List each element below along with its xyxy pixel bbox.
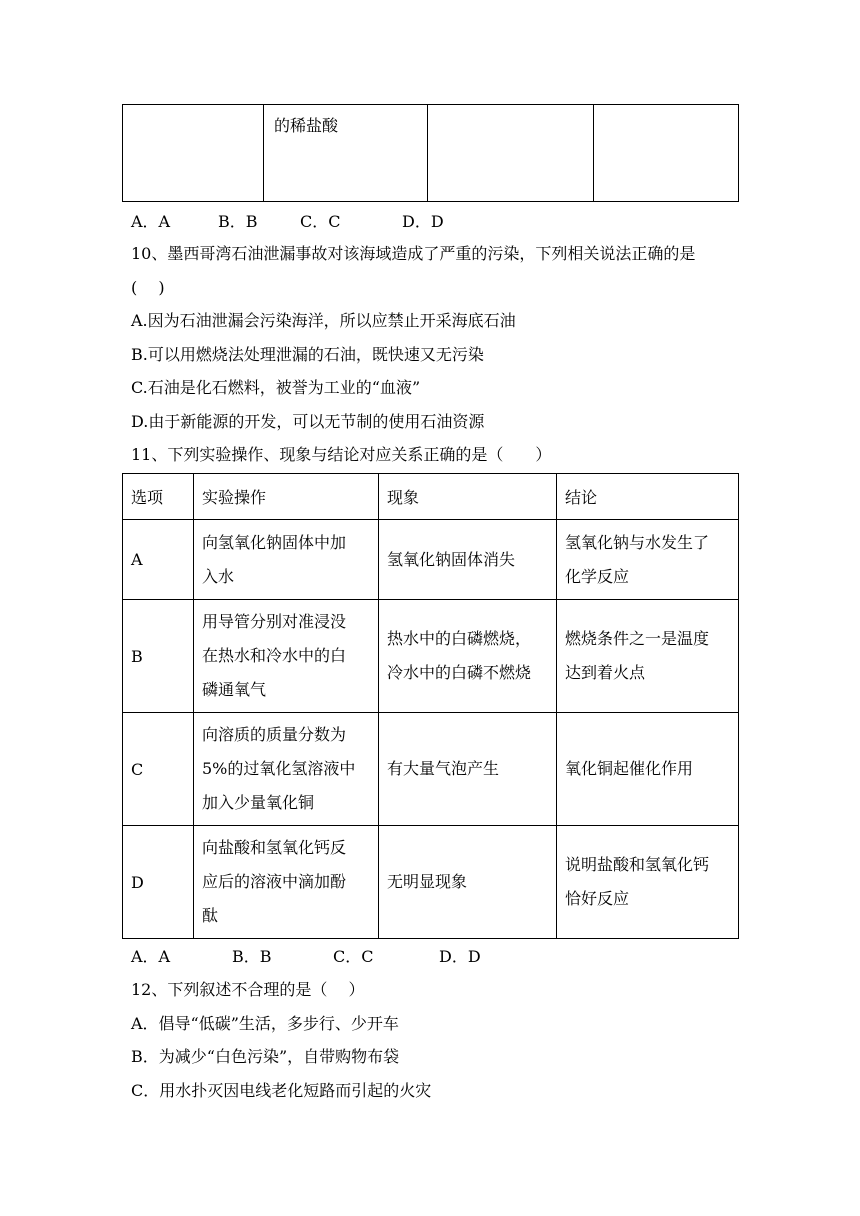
row-b-operation xyxy=(194,600,379,713)
cell-line: 用导管分别对准浸没 xyxy=(202,612,347,631)
table-row xyxy=(123,105,739,202)
cell-line: 达到着火点 xyxy=(565,663,646,682)
row-c-phenomenon xyxy=(379,713,557,826)
cell-line: 入水 xyxy=(202,566,235,586)
cell-line: 向盐酸和氢氧化钙反 xyxy=(202,838,347,857)
cell-line: 氢氧化钠与水发生了 xyxy=(565,532,710,552)
q9-option-a: A．A xyxy=(131,212,171,231)
row-a-phenomenon xyxy=(379,520,557,600)
cell-line: 氧化铜起催化作用 xyxy=(565,759,694,778)
q10-stem-paren: ( ) xyxy=(131,278,165,297)
q11-option-d: D．D xyxy=(439,947,481,966)
q12-stem: 12、下列叙述不合理的是（ ） xyxy=(131,980,365,999)
q10-option-d: D.由于新能源的开发，可以无节制的使用石油资源 xyxy=(131,412,485,431)
q9-table-continuation xyxy=(122,104,739,202)
cell-line: 向氢氧化钠固体中加 xyxy=(202,532,347,552)
table-row xyxy=(123,520,739,600)
q9-option-d: D．D xyxy=(402,212,444,231)
q12-option-a: A．倡导“低碳”生活，多步行、少开车 xyxy=(131,1014,399,1033)
table-cell xyxy=(594,105,739,202)
q11-stem: 11、下列实验操作、现象与结论对应关系正确的是（ ） xyxy=(131,445,552,464)
row-d-conclusion xyxy=(557,826,739,939)
q12-option-b: B．为减少“白色污染”，自带购物布袋 xyxy=(131,1047,400,1066)
q9-option-b: B．B xyxy=(218,212,258,231)
cell-line: 磷通氧气 xyxy=(202,680,267,699)
header-conclusion: 结论 xyxy=(557,474,739,520)
row-b-phenomenon xyxy=(379,600,557,713)
q11-option-b: B．B xyxy=(232,947,272,966)
table-row xyxy=(123,713,739,826)
cell-line: 向溶质的质量分数为 xyxy=(202,725,347,744)
row-c-operation xyxy=(194,713,379,826)
q11-option-a: A．A xyxy=(131,947,171,966)
table-cell-text: 的稀盐酸 xyxy=(274,116,339,135)
table-cell xyxy=(123,105,264,202)
q9-option-c: C．C xyxy=(300,212,341,231)
table-row xyxy=(123,826,739,939)
q9-options xyxy=(131,211,444,233)
cell-line: 应后的溶液中滴加酚 xyxy=(202,872,347,891)
table-cell xyxy=(264,105,428,202)
row-a-operation xyxy=(194,520,379,600)
row-b-conclusion xyxy=(557,600,739,713)
q10-option-c: C.石油是化石燃料，被誉为工业的“血液” xyxy=(131,378,421,397)
row-b-option: B xyxy=(123,600,194,713)
row-a-conclusion xyxy=(557,520,739,600)
cell-line: 冷水中的白磷不燃烧 xyxy=(387,663,532,682)
row-d-operation xyxy=(194,826,379,939)
cell-line: 加入少量氧化铜 xyxy=(202,793,315,812)
cell-line: 恰好反应 xyxy=(565,889,630,908)
cell-line: 酞 xyxy=(202,906,219,925)
row-c-conclusion xyxy=(557,713,739,826)
q10-stem: 10、墨西哥湾石油泄漏事故对该海域造成了严重的污染，下列相关说法正确的是 xyxy=(131,244,696,263)
cell-line: 化学反应 xyxy=(565,566,630,586)
cell-line: 无明显现象 xyxy=(387,872,468,891)
cell-line: 5%的过氧化氢溶液中 xyxy=(202,759,356,778)
cell-line: 燃烧条件之一是温度 xyxy=(565,629,710,648)
q10-option-a: A.因为石油泄漏会污染海洋，所以应禁止开采海底石油 xyxy=(131,311,516,330)
header-operation: 实验操作 xyxy=(194,474,379,520)
header-option: 选项 xyxy=(123,474,194,520)
cell-line: 热水中的白磷燃烧， xyxy=(387,629,532,648)
header-phenomenon: 现象 xyxy=(379,474,557,520)
q11-option-c: C．C xyxy=(333,947,374,966)
cell-line: 在热水和冷水中的白 xyxy=(202,646,347,665)
row-c-option: C xyxy=(123,713,194,826)
q12-option-c: C．用水扑灭因电线老化短路而引起的火灾 xyxy=(131,1081,432,1100)
table-cell xyxy=(428,105,594,202)
q11-table xyxy=(122,473,739,939)
table-header-row xyxy=(123,474,739,520)
cell-line: 氢氧化钠固体消失 xyxy=(387,549,516,569)
q11-options xyxy=(131,946,481,968)
row-a-option: A xyxy=(123,520,194,600)
row-d-phenomenon xyxy=(379,826,557,939)
row-d-option: D xyxy=(123,826,194,939)
q10-option-b: B.可以用燃烧法处理泄漏的石油，既快速又无污染 xyxy=(131,345,484,364)
table-row xyxy=(123,600,739,713)
cell-line: 有大量气泡产生 xyxy=(387,759,500,778)
cell-line: 说明盐酸和氢氧化钙 xyxy=(565,855,710,874)
